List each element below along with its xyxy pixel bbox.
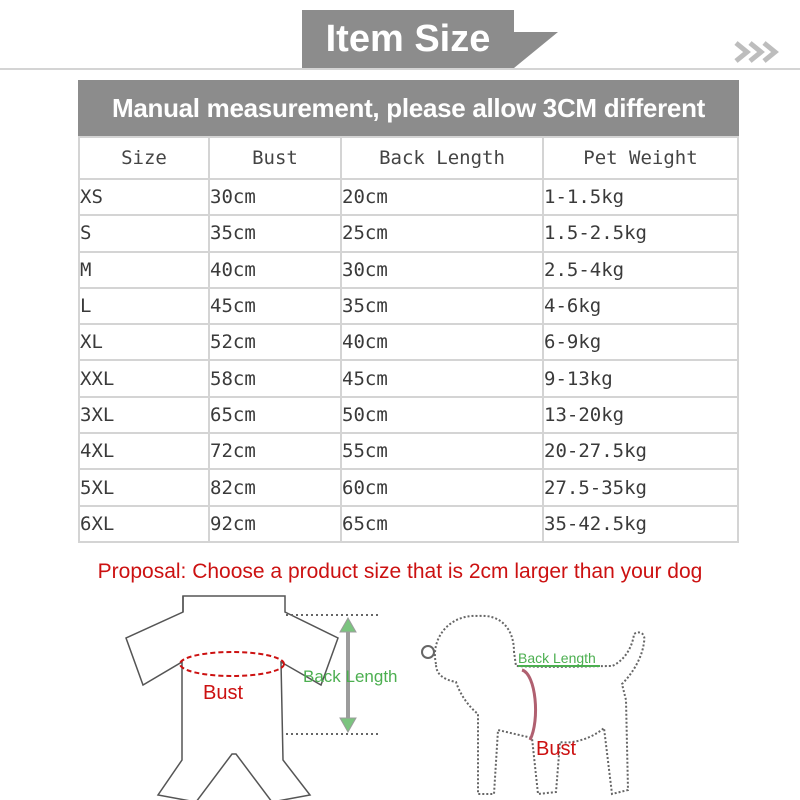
table-cell: 72cm	[210, 434, 340, 468]
dog-outline-icon	[435, 616, 644, 794]
column-header-pet-weight: Pet Weight	[544, 138, 737, 178]
garment-bust-label: Bust	[203, 682, 244, 704]
chevrons-icon	[733, 40, 781, 64]
table-cell: 45cm	[342, 361, 542, 395]
size-table	[78, 136, 739, 543]
table-cell: 30cm	[342, 253, 542, 287]
table-cell: 1.5-2.5kg	[544, 216, 737, 250]
dog-bust-line	[522, 670, 536, 740]
table-cell: 40cm	[342, 325, 542, 359]
column-header-size: Size	[80, 138, 208, 178]
page-title: Item Size	[302, 10, 514, 68]
table-row	[80, 253, 737, 287]
table-cell: 3XL	[80, 398, 208, 432]
dog-bust-label: Bust	[536, 738, 577, 760]
table-cell: XXL	[80, 361, 208, 395]
table-cell: XS	[80, 180, 208, 214]
table-cell: 6XL	[80, 507, 208, 541]
size-table-container	[78, 80, 739, 543]
table-row	[80, 507, 737, 541]
table-cell: M	[80, 253, 208, 287]
table-row	[80, 216, 737, 250]
measurement-diagram	[0, 590, 800, 800]
table-cell: 40cm	[210, 253, 340, 287]
table-cell: 35-42.5kg	[544, 507, 737, 541]
table-row	[80, 180, 737, 214]
column-header-bust: Bust	[210, 138, 340, 178]
table-cell: 65cm	[210, 398, 340, 432]
table-cell: 50cm	[342, 398, 542, 432]
size-table-header-row	[80, 138, 737, 178]
table-cell: 25cm	[342, 216, 542, 250]
table-cell: 35cm	[210, 216, 340, 250]
garment-bust-line	[180, 652, 284, 676]
table-cell: 5XL	[80, 470, 208, 504]
table-cell: 45cm	[210, 289, 340, 323]
table-cell: 9-13kg	[544, 361, 737, 395]
table-cell: 6-9kg	[544, 325, 737, 359]
table-cell: 35cm	[342, 289, 542, 323]
dog-back-length-label: Back Length	[518, 650, 596, 666]
table-cell: 20cm	[342, 180, 542, 214]
table-row	[80, 289, 737, 323]
table-row	[80, 325, 737, 359]
table-cell: 65cm	[342, 507, 542, 541]
title-slant-decoration	[500, 32, 560, 70]
table-row	[80, 398, 737, 432]
table-cell: 55cm	[342, 434, 542, 468]
table-cell: 13-20kg	[544, 398, 737, 432]
dog-nose-icon	[422, 646, 434, 658]
table-cell: 2.5-4kg	[544, 253, 737, 287]
table-row	[80, 361, 737, 395]
proposal-text: Proposal: Choose a product size that is 2cm larger than your dog	[97, 560, 703, 583]
column-header-back-length: Back Length	[342, 138, 542, 178]
measurement-note-banner: Manual measurement, please allow 3CM different	[78, 80, 739, 136]
table-cell: 52cm	[210, 325, 340, 359]
measurement-illustration	[0, 590, 800, 800]
table-cell: 60cm	[342, 470, 542, 504]
table-cell: 4XL	[80, 434, 208, 468]
garment-back-length-label: Back Length	[303, 667, 398, 686]
table-cell: 27.5-35kg	[544, 470, 737, 504]
table-cell: 1-1.5kg	[544, 180, 737, 214]
table-cell: 82cm	[210, 470, 340, 504]
table-cell: S	[80, 216, 208, 250]
table-cell: 20-27.5kg	[544, 434, 737, 468]
table-row	[80, 434, 737, 468]
table-cell: L	[80, 289, 208, 323]
table-row	[80, 470, 737, 504]
table-cell: 92cm	[210, 507, 340, 541]
table-cell: 4-6kg	[544, 289, 737, 323]
table-cell: 30cm	[210, 180, 340, 214]
table-cell: 58cm	[210, 361, 340, 395]
table-cell: XL	[80, 325, 208, 359]
header-divider	[0, 68, 800, 70]
